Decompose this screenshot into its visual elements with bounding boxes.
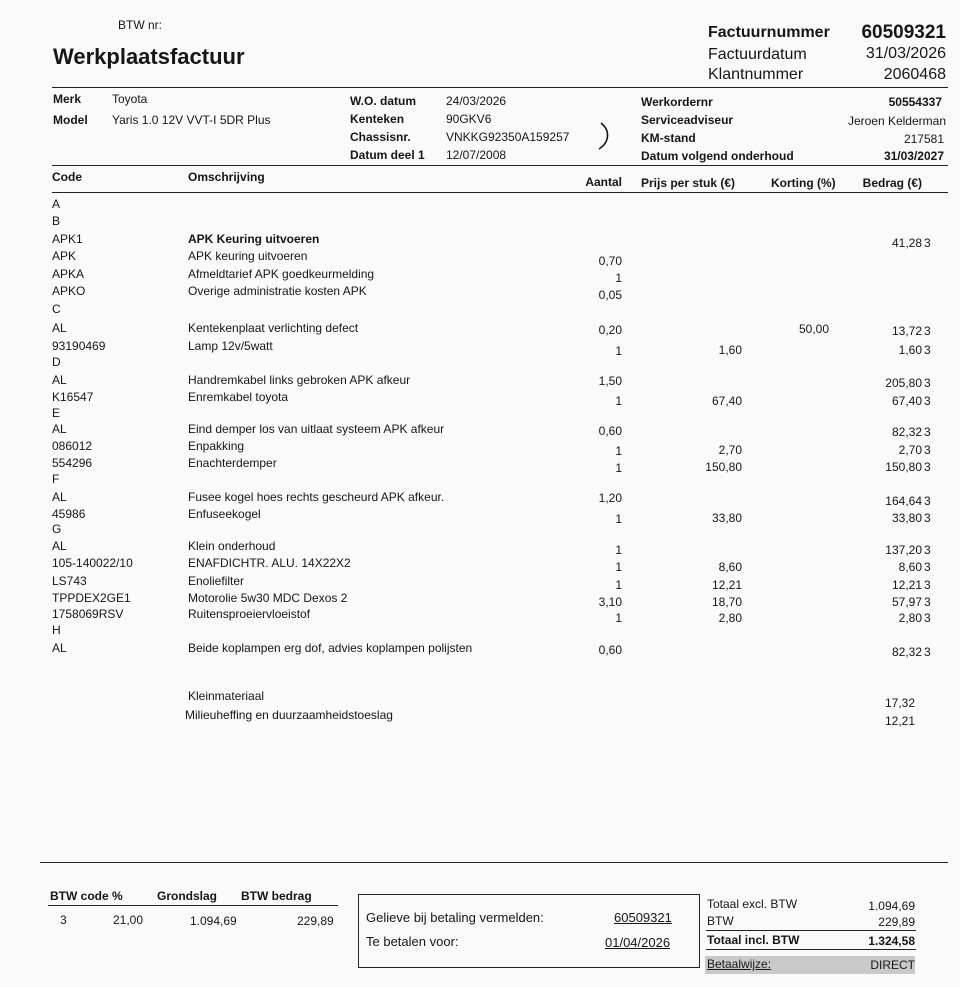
plate-value: 90GKV6 xyxy=(446,112,492,126)
invoice-title: Werkplaatsfactuur xyxy=(53,44,245,69)
line-unit-price: 67,40 xyxy=(711,394,742,408)
payment-reference-box xyxy=(358,894,700,968)
vat-base-value: 1.094,69 xyxy=(190,914,237,928)
col-amount-header: Bedrag (€) xyxy=(862,176,922,190)
line-item xyxy=(0,197,960,214)
line-unit-price: 8,60 xyxy=(718,560,742,574)
next-service-label: Datum volgend onderhoud xyxy=(641,149,794,163)
line-amount: 67,40 xyxy=(891,394,922,408)
line-description: Overige administratie kosten APK xyxy=(188,284,367,298)
col-price-header: Prijs per stuk (€) xyxy=(641,176,736,190)
total-excl-label: Totaal excl. BTW xyxy=(707,897,798,911)
line-amount: 82,32 xyxy=(891,645,922,659)
line-quantity: 1,50 xyxy=(598,374,622,388)
line-amount: 12,21 xyxy=(891,578,922,592)
vat-percentage-value: 21,00 xyxy=(113,913,144,927)
line-quantity: 1 xyxy=(615,512,622,526)
line-vat-code: 3 xyxy=(924,560,931,574)
line-item xyxy=(0,390,960,407)
line-item xyxy=(0,539,960,556)
total-excl-value: 1.094,69 xyxy=(868,899,915,913)
line-description: Kentekenplaat verlichting defect xyxy=(188,321,359,335)
line-code: TPPDEX2GE1 xyxy=(52,591,131,605)
model-label: Model xyxy=(53,113,88,127)
line-description: Lamp 12v/5watt xyxy=(188,339,273,353)
line-quantity: 0,60 xyxy=(598,424,622,438)
line-item xyxy=(0,623,960,640)
line-amount: 2,70 xyxy=(898,443,922,457)
line-vat-code: 3 xyxy=(924,443,931,457)
work-order-label: Werkordernr xyxy=(641,95,713,109)
extra-amount: 12,21 xyxy=(884,714,915,728)
mileage-value: 217581 xyxy=(903,132,944,146)
line-description: Enachterdemper xyxy=(188,456,277,470)
line-item xyxy=(0,522,960,539)
table-header-divider xyxy=(52,192,948,193)
line-vat-code: 3 xyxy=(924,578,931,592)
line-amount: 8,60 xyxy=(898,560,922,574)
due-date-value: 01/04/2026 xyxy=(605,935,671,950)
line-discount: 50,00 xyxy=(798,322,829,336)
line-item xyxy=(0,422,960,439)
line-amount: 137,20 xyxy=(885,543,922,557)
line-item xyxy=(0,607,960,624)
header-divider xyxy=(52,87,948,88)
line-quantity: 1 xyxy=(615,543,622,557)
line-amount: 33,80 xyxy=(891,511,922,525)
line-description: Enpakking xyxy=(188,439,245,453)
total-incl-value: 1.324,58 xyxy=(868,934,915,948)
model-value: Yaris 1.0 12V VVT-I 5DR Plus xyxy=(112,113,271,127)
line-vat-code: 3 xyxy=(924,611,931,625)
vat-amount-value: 229,89 xyxy=(297,914,334,928)
line-quantity: 1 xyxy=(615,560,622,574)
line-item xyxy=(0,355,960,372)
line-code: APKA xyxy=(52,267,85,281)
mileage-label: KM-stand xyxy=(641,131,696,145)
line-amount: 82,32 xyxy=(891,425,922,439)
line-item xyxy=(0,439,960,456)
invoice-number-label: Factuurnummer xyxy=(708,24,830,41)
vat-base-label: Grondslag xyxy=(157,889,218,903)
payment-reference-label: Gelieve bij betaling vermelden: xyxy=(366,910,544,925)
invoice-date: 31/03/2026 xyxy=(865,45,946,62)
vat-table-divider xyxy=(48,905,338,906)
line-amount: 205,80 xyxy=(885,376,922,390)
line-item xyxy=(0,456,960,473)
line-quantity: 0,70 xyxy=(598,254,622,268)
extra-amount: 17,32 xyxy=(884,696,915,710)
line-vat-code: 3 xyxy=(924,460,931,474)
line-vat-code: 3 xyxy=(924,425,931,439)
line-description: Enfuseekogel xyxy=(188,507,261,521)
line-unit-price: 150,80 xyxy=(705,460,742,474)
part1-date-label: Datum deel 1 xyxy=(350,148,425,162)
vehicle-divider xyxy=(52,165,948,166)
extra-desc: Milieuheffing en duurzaamheidstoeslag xyxy=(185,708,393,722)
service-advisor-label: Serviceadviseur xyxy=(641,113,734,127)
total-vat-value: 229,89 xyxy=(878,915,915,929)
customer-number-label: Klantnummer xyxy=(708,66,804,83)
line-code: B xyxy=(52,214,61,228)
line-item xyxy=(0,267,960,284)
line-description: APK Keuring uitvoeren xyxy=(188,232,320,246)
line-unit-price: 1,60 xyxy=(718,343,742,357)
line-item xyxy=(0,232,960,249)
line-item xyxy=(0,339,960,356)
line-amount: 41,28 xyxy=(891,236,922,250)
line-description: Klein onderhoud xyxy=(188,539,276,553)
line-code: AL xyxy=(52,422,67,436)
chassis-label: Chassisnr. xyxy=(350,130,411,144)
part1-date-value: 12/07/2008 xyxy=(446,148,507,162)
line-code: A xyxy=(52,197,61,211)
wo-date-value: 24/03/2026 xyxy=(446,94,507,108)
line-vat-code: 3 xyxy=(924,394,931,408)
line-vat-code: 3 xyxy=(924,376,931,390)
line-quantity: 1 xyxy=(615,271,622,285)
line-description: Afmeldtarief APK goedkeurmelding xyxy=(188,267,375,281)
line-description: Enoliefilter xyxy=(188,574,245,588)
line-description: APK keuring uitvoeren xyxy=(188,249,308,263)
col-discount-header: Korting (%) xyxy=(771,176,836,190)
work-order-value: 50554337 xyxy=(888,95,942,109)
payment-reference-value: 60509321 xyxy=(614,910,672,925)
footer-divider xyxy=(40,862,948,863)
line-quantity: 0,20 xyxy=(598,323,622,337)
brand-value: Toyota xyxy=(112,92,148,106)
line-item xyxy=(0,490,960,507)
line-code: D xyxy=(52,355,61,369)
service-advisor-value: Jeroen Kelderman xyxy=(847,114,946,128)
line-item xyxy=(0,591,960,608)
line-amount: 2,80 xyxy=(898,611,922,625)
line-quantity: 3,10 xyxy=(598,595,622,609)
line-item xyxy=(0,302,960,319)
line-item xyxy=(0,214,960,231)
plate-label: Kenteken xyxy=(350,112,405,126)
line-code: 086012 xyxy=(52,439,93,453)
line-unit-price: 33,80 xyxy=(711,511,742,525)
extra-line xyxy=(0,708,960,728)
vat-code-label: BTW code % xyxy=(50,889,123,903)
line-item xyxy=(0,472,960,489)
line-quantity: 1,20 xyxy=(598,491,622,505)
line-vat-code: 3 xyxy=(924,595,931,609)
line-item xyxy=(0,249,960,266)
totals-divider xyxy=(706,930,916,931)
line-amount: 164,64 xyxy=(885,494,922,508)
line-code: K16547 xyxy=(52,390,94,404)
total-vat-label: BTW xyxy=(707,914,734,928)
column-header-row xyxy=(0,170,960,190)
vat-amount-label: BTW bedrag xyxy=(241,889,312,903)
line-description: Motorolie 5w30 MDC Dexos 2 xyxy=(188,591,348,605)
line-quantity: 0,05 xyxy=(598,288,622,302)
invoice-number: 60509321 xyxy=(861,22,946,43)
total-incl-label: Totaal incl. BTW xyxy=(707,933,800,947)
line-vat-code: 3 xyxy=(924,511,931,525)
payment-method-label: Betaalwijze: xyxy=(707,957,772,971)
payment-method-value: DIRECT xyxy=(870,958,915,972)
line-description: ENAFDICHTR. ALU. 14X22X2 xyxy=(188,556,351,570)
line-item xyxy=(0,556,960,573)
line-vat-code: 3 xyxy=(924,494,931,508)
line-unit-price: 2,70 xyxy=(718,443,742,457)
line-item xyxy=(0,406,960,423)
line-code: AL xyxy=(52,641,67,655)
handwritten-mark xyxy=(596,120,616,152)
line-item xyxy=(0,284,960,301)
line-quantity: 1 xyxy=(615,461,622,475)
vat-code-value: 3 xyxy=(60,913,67,927)
line-code: 45986 xyxy=(52,507,86,521)
col-description-header: Omschrijving xyxy=(188,170,265,184)
line-code: AL xyxy=(52,539,67,553)
line-vat-code: 3 xyxy=(924,324,931,338)
line-unit-price: 12,21 xyxy=(711,578,742,592)
line-quantity: 1 xyxy=(615,578,622,592)
wo-date-label: W.O. datum xyxy=(350,94,416,108)
line-code: E xyxy=(52,406,61,420)
line-description: Fusee kogel hoes rechts gescheurd APK afkeur. xyxy=(188,490,445,504)
line-item xyxy=(0,373,960,390)
due-date-label: Te betalen voor: xyxy=(366,934,459,949)
line-code: G xyxy=(52,522,62,536)
line-code: APK1 xyxy=(52,232,83,246)
line-code: 93190469 xyxy=(52,339,106,353)
btw-number-label: BTW nr: xyxy=(118,18,162,32)
line-amount: 13,72 xyxy=(891,324,922,338)
line-item xyxy=(0,641,960,658)
customer-number: 2060468 xyxy=(883,66,946,83)
line-vat-code: 3 xyxy=(924,343,931,357)
line-amount: 1,60 xyxy=(898,343,922,357)
line-description: Enremkabel toyota xyxy=(188,390,289,404)
chassis-value: VNKKG92350A159257 xyxy=(446,130,570,144)
line-code: AL xyxy=(52,321,67,335)
line-code: AL xyxy=(52,373,67,387)
line-unit-price: 2,80 xyxy=(718,611,742,625)
line-code: 554296 xyxy=(52,456,93,470)
line-code: APKO xyxy=(52,284,86,298)
line-description: Handremkabel links gebroken APK afkeur xyxy=(188,373,411,387)
line-vat-code: 3 xyxy=(924,645,931,659)
line-amount: 57,97 xyxy=(891,595,922,609)
line-item xyxy=(0,574,960,591)
line-quantity: 1 xyxy=(615,344,622,358)
line-code: AL xyxy=(52,490,67,504)
line-code: H xyxy=(52,623,61,637)
brand-label: Merk xyxy=(53,92,82,106)
totals-divider xyxy=(706,949,916,950)
invoice-date-label: Factuurdatum xyxy=(708,46,807,63)
line-vat-code: 3 xyxy=(924,236,931,250)
line-item xyxy=(0,321,960,338)
line-quantity: 1 xyxy=(615,611,622,625)
line-code: 1758069RSV xyxy=(52,607,124,621)
line-vat-code: 3 xyxy=(924,543,931,557)
col-quantity-header: Aantal xyxy=(585,175,622,189)
line-unit-price: 18,70 xyxy=(711,595,742,609)
line-quantity: 1 xyxy=(615,394,622,408)
extra-desc: Kleinmateriaal xyxy=(188,689,265,703)
col-code-header: Code xyxy=(52,170,82,184)
line-code: APK xyxy=(52,249,77,263)
line-code: LS743 xyxy=(52,574,87,588)
line-code: 105-140022/10 xyxy=(52,556,133,570)
line-code: F xyxy=(52,472,60,486)
extra-line xyxy=(0,689,960,710)
line-quantity: 1 xyxy=(615,444,622,458)
next-service-value: 31/03/2027 xyxy=(883,149,944,163)
line-amount: 150,80 xyxy=(885,460,922,474)
line-quantity: 0,60 xyxy=(598,643,622,657)
line-code: C xyxy=(52,302,61,316)
line-description: Eind demper los van uitlaat systeem APK afkeur xyxy=(188,422,445,436)
line-description: Beide koplampen erg dof, advies koplampen polijsten xyxy=(188,641,473,655)
line-description: Ruitensproeiervloeistof xyxy=(188,607,311,621)
